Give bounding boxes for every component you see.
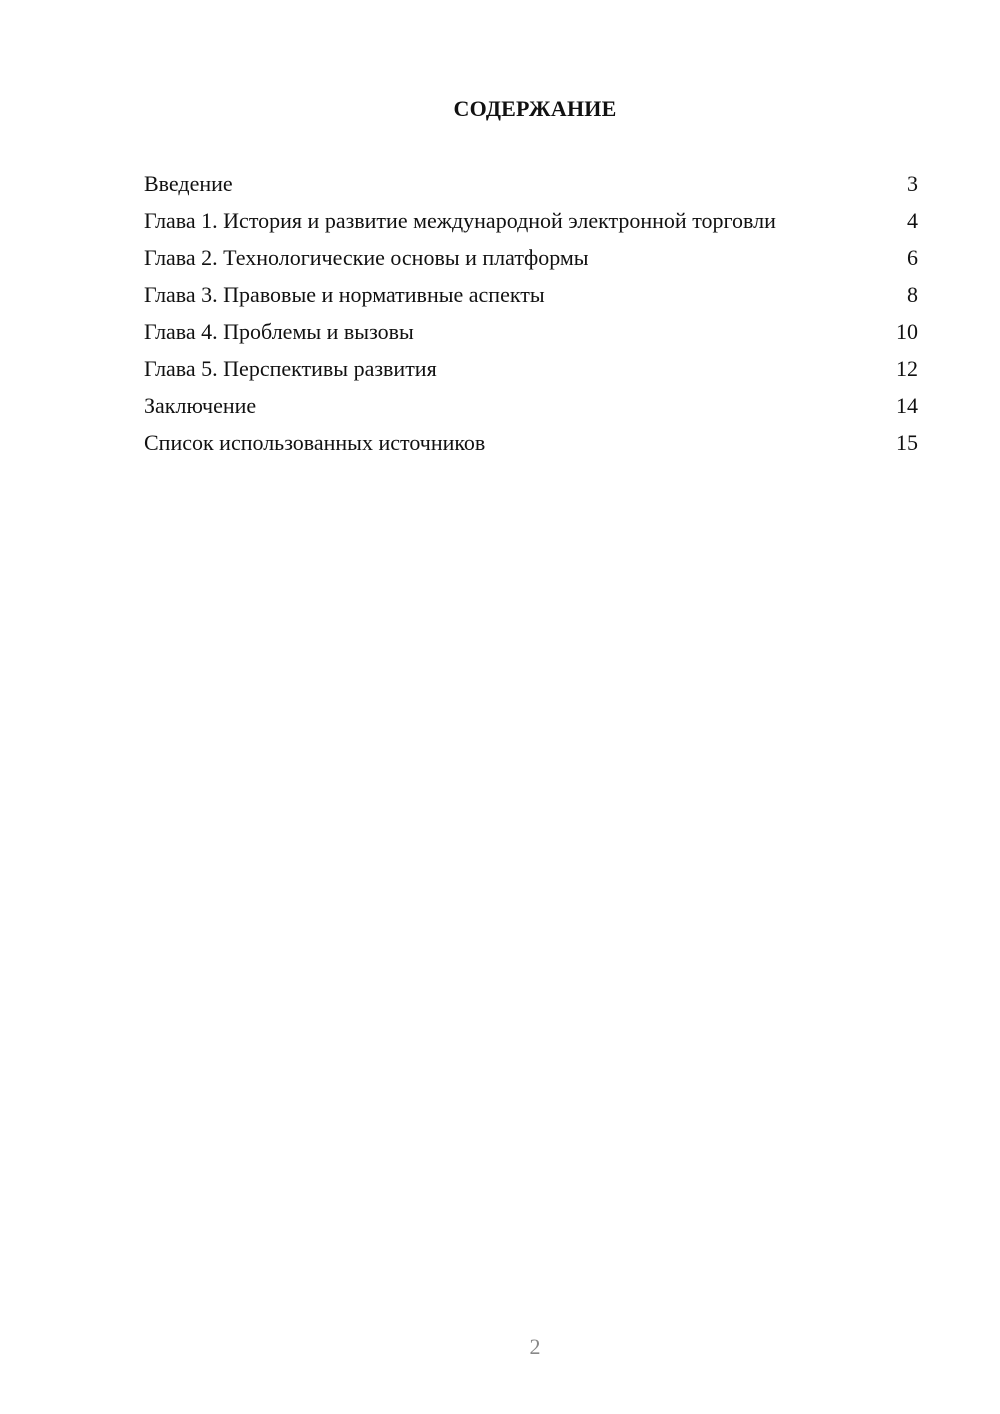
- toc-entry-page: 6: [907, 245, 918, 270]
- toc-entry-conclusion: [144, 392, 918, 419]
- table-of-contents: [144, 170, 918, 466]
- toc-entry-page: 10: [896, 319, 918, 344]
- toc-entry-chapter-1: [144, 207, 918, 234]
- page-number: 2: [529, 1334, 541, 1359]
- toc-entry-title: Глава 1. История и развитие международной электронной торговли: [144, 208, 776, 233]
- toc-entry-title: Глава 2. Технологические основы и платформы: [144, 245, 589, 270]
- toc-entry-chapter-4: [144, 318, 918, 345]
- toc-entry-chapter-2: [144, 244, 918, 271]
- toc-entry-page: 3: [907, 171, 918, 196]
- toc-entry-title: Глава 3. Правовые и нормативные аспекты: [144, 282, 545, 307]
- toc-entry-introduction: [144, 170, 918, 197]
- toc-entry-page: 15: [896, 430, 918, 455]
- toc-entry-title: Список использованных источников: [144, 430, 486, 455]
- toc-entry-chapter-3: [144, 281, 918, 308]
- toc-entry-page: 14: [896, 393, 918, 418]
- toc-entry-page: 8: [907, 282, 918, 307]
- toc-entry-chapter-5: [144, 355, 918, 382]
- toc-entry-references: [144, 429, 918, 456]
- toc-entry-title: Заключение: [144, 393, 257, 418]
- toc-entry-page: 12: [896, 356, 918, 381]
- toc-entry-title: Глава 5. Перспективы развития: [144, 356, 437, 381]
- toc-entry-page: 4: [907, 208, 918, 233]
- toc-entry-title: Введение: [144, 171, 233, 196]
- toc-entry-title: Глава 4. Проблемы и вызовы: [144, 319, 414, 344]
- page-title: СОДЕРЖАНИЕ: [453, 96, 617, 121]
